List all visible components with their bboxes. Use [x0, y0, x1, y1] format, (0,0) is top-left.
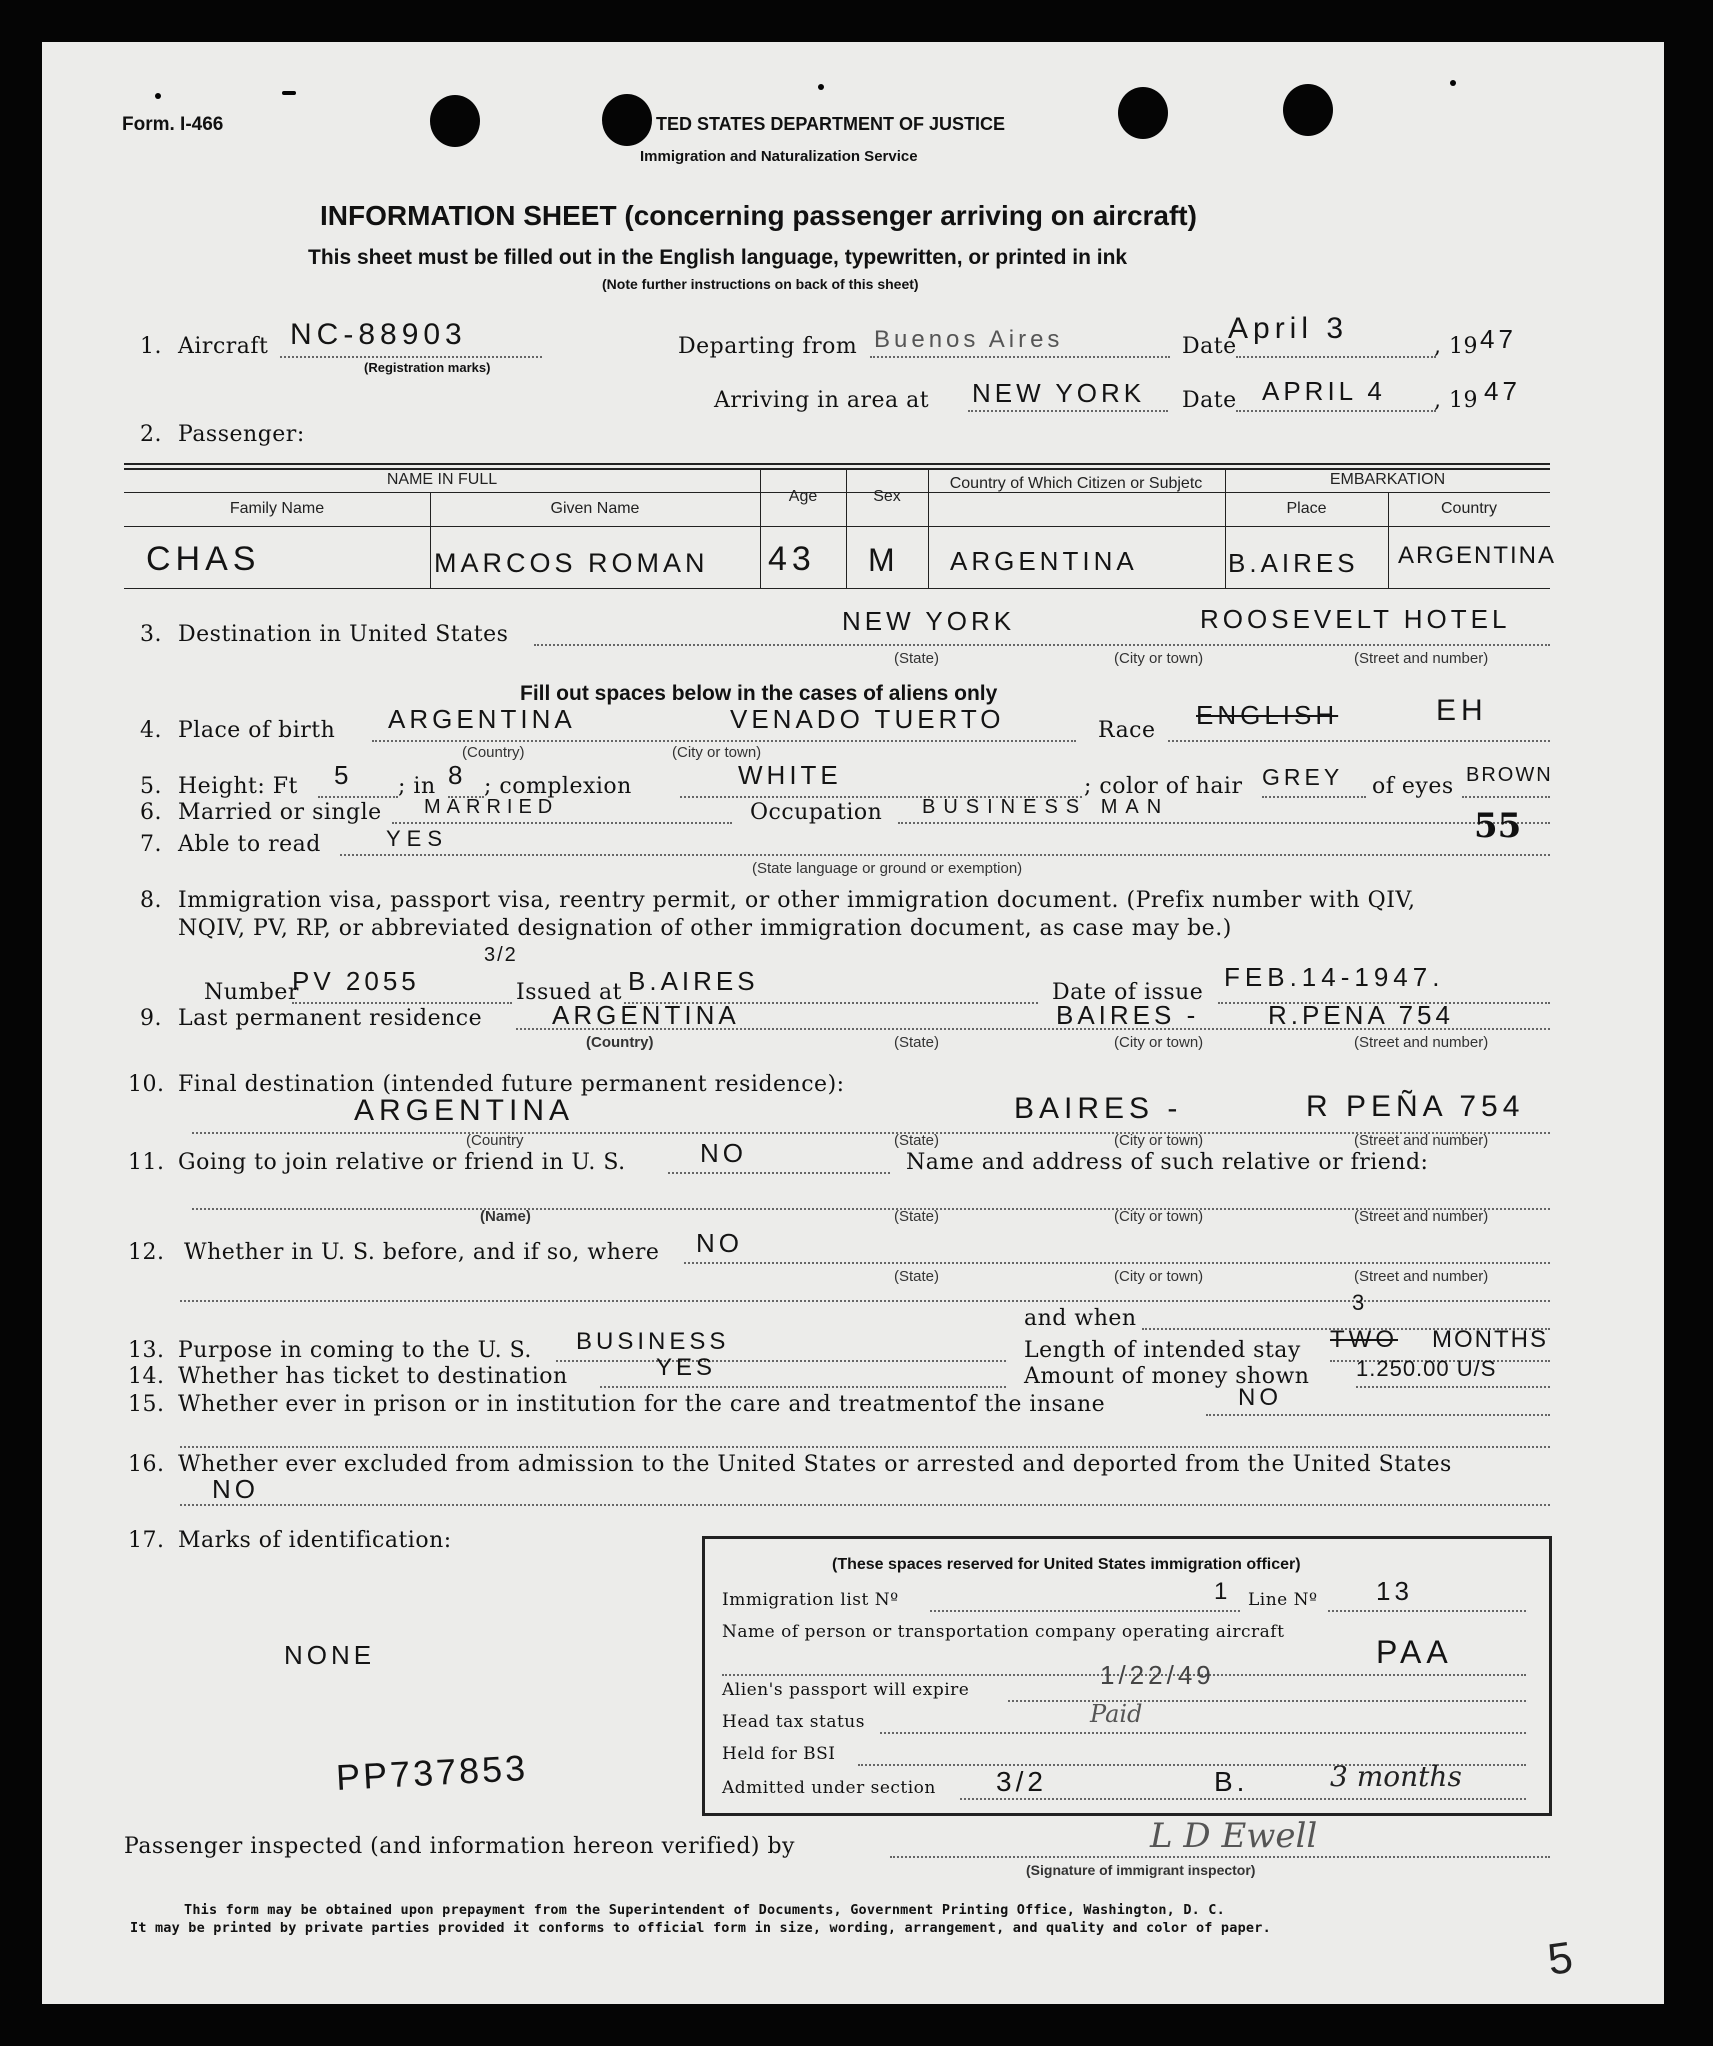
depart-date: April 3: [1228, 312, 1349, 345]
us-before-city-caption: (City or town): [1114, 1268, 1204, 1285]
aircraft-label: Aircraft: [178, 334, 269, 359]
residence-state-caption: (State): [894, 1034, 940, 1051]
complexion-value: WHITE: [738, 760, 842, 790]
arrive-date-label: Date: [1182, 388, 1237, 413]
us-before-state-caption: (State): [894, 1268, 940, 1285]
destination-street-caption: (Street and number): [1354, 650, 1489, 667]
speck: [155, 93, 161, 99]
footer-line2: It may be printed by private parties provided it conforms to official form in size, wording, arrangement, and quality and color of paper.: [130, 1920, 1271, 1936]
birth-label: Place of birth: [178, 718, 336, 743]
embark-country-header: Country: [1440, 500, 1498, 517]
citizen-value: ARGENTINA: [950, 546, 1138, 576]
q5-number: 5.: [140, 774, 162, 799]
us-before-value: NO: [696, 1228, 743, 1258]
stay-struck-value: TWO: [1330, 1326, 1398, 1353]
signature-caption: (Signature of immigrant inspector): [1026, 1862, 1256, 1878]
purpose-value: BUSINESS: [576, 1328, 730, 1355]
eyes-label: of eyes: [1372, 774, 1454, 799]
q3-number: 3.: [140, 622, 162, 647]
bsi-label: Held for BSI: [722, 1744, 836, 1764]
birth-country-value: ARGENTINA: [388, 704, 576, 734]
line-value: 13: [1376, 1576, 1413, 1606]
purpose-label: Purpose in coming to the U. S.: [178, 1338, 532, 1363]
money-value: 1.250.00 U/S: [1356, 1356, 1497, 1381]
arrive-year: 47: [1484, 376, 1521, 406]
identification-label: Marks of identification:: [178, 1528, 452, 1553]
us-before-street-caption: (Street and number): [1354, 1268, 1489, 1285]
list-label: Immigration list Nº: [722, 1590, 899, 1610]
speck: [818, 84, 824, 90]
q2-number: 2.: [140, 422, 162, 447]
residence-country-caption: (Country): [586, 1034, 654, 1051]
company-value: PAA: [1376, 1634, 1453, 1670]
aliens-heading: Fill out spaces below in the cases of aliens only: [520, 682, 998, 705]
final-destination-label: Final destination (intended future permanent residence):: [178, 1072, 845, 1097]
stay-label: Length of intended stay: [1024, 1338, 1301, 1363]
q13-number: 13.: [128, 1338, 165, 1363]
footer-line1: This form may be obtained upon prepayment from the Superintendent of Documents, Government Printing Office, Washington, D. C.: [184, 1902, 1225, 1918]
issue-date-value: FEB.14-1947.: [1224, 962, 1445, 992]
punch-hole: [602, 94, 652, 146]
relative-name-caption: (Name): [480, 1208, 531, 1225]
final-street-caption: (Street and number): [1354, 1132, 1489, 1149]
q1-number: 1.: [140, 334, 162, 359]
depart-year-prefix: , 19: [1434, 334, 1478, 359]
sex-value: M: [868, 542, 900, 578]
complexion-label: ; complexion: [484, 774, 632, 799]
hair-label: ; color of hair: [1084, 774, 1243, 799]
stamp-number: 55: [1474, 806, 1522, 846]
q8-text-line2: NQIV, PV, RP, or abbreviated designation of other immigration document, as case may be.): [178, 916, 1232, 941]
when-mark: 3: [1352, 1290, 1369, 1315]
q14-number: 14.: [128, 1364, 165, 1389]
tax-value: Paid: [1090, 1700, 1143, 1728]
join-relative-value: NO: [700, 1138, 747, 1168]
prison-value: NO: [1238, 1384, 1282, 1411]
height-in-label: ; in: [398, 774, 436, 799]
us-before-label: Whether in U. S. before, and if so, where: [184, 1240, 660, 1265]
when-label: and when: [1024, 1306, 1137, 1331]
page-mark: 5: [1544, 1932, 1581, 1985]
inspection-label: Passenger inspected (and information hereon verified) by: [124, 1834, 795, 1859]
list-value: 1: [1214, 1578, 1232, 1605]
line-label: Line Nº: [1248, 1590, 1318, 1610]
destination-city-caption: (City or town): [1114, 650, 1204, 667]
aircraft-value: NC-88903: [290, 318, 467, 351]
occupation-value: BUSINESS MAN: [922, 796, 1170, 818]
name-in-full-header: NAME IN FULL: [386, 471, 498, 488]
marital-label: Married or single: [178, 800, 382, 825]
q16-number: 16.: [128, 1452, 165, 1477]
money-label: Amount of money shown: [1024, 1364, 1310, 1389]
q8-number: 8.: [140, 888, 162, 913]
height-ft-value: 5: [334, 760, 353, 790]
race-label: Race: [1098, 718, 1156, 743]
final-country-caption: (Country: [466, 1132, 524, 1149]
depart-date-label: Date: [1182, 334, 1237, 359]
final-country-value: ARGENTINA: [354, 1094, 575, 1127]
destination-label: Destination in United States: [178, 622, 509, 647]
excluded-value: NO: [212, 1474, 259, 1504]
ticket-value: YES: [656, 1354, 717, 1381]
destination-state-caption: (State): [894, 650, 940, 667]
identification-value: NONE: [284, 1640, 376, 1670]
embark-country-value: ARGENTINA: [1398, 542, 1557, 569]
section-months: 3 months: [1330, 1760, 1462, 1793]
depart-year: 47: [1480, 324, 1517, 354]
punch-hole: [1118, 87, 1168, 139]
punch-hole: [1283, 84, 1333, 136]
doc-number-value: PV 2055: [292, 966, 420, 996]
birth-city-value: VENADO TUERTO: [730, 704, 1005, 734]
residence-street-caption: (Street and number): [1354, 1034, 1489, 1051]
race-value: EH: [1436, 694, 1488, 727]
final-state-caption: (State): [894, 1132, 940, 1149]
q8-text-line1: Immigration visa, passport visa, reentry permit, or other immigration document. (Prefix number with QIV,: [178, 888, 1416, 913]
residence-label: Last permanent residence: [178, 1006, 483, 1031]
issue-date-label: Date of issue: [1052, 980, 1204, 1005]
section-b: B.: [1214, 1766, 1249, 1797]
embark-place-value: B.AIRES: [1228, 548, 1359, 578]
excluded-label: Whether ever excluded from admission to the United States or arrested and deported from the United States: [178, 1452, 1452, 1477]
q4-number: 4.: [140, 718, 162, 743]
residence-street-value: R.PENA 754: [1268, 1000, 1454, 1030]
race-struck-value: ENGLISH: [1196, 700, 1339, 730]
agency-name: TED STATES DEPARTMENT OF JUSTICE: [656, 114, 1006, 134]
given-name-value: MARCOS ROMAN: [434, 548, 709, 578]
height-in-value: 8: [448, 760, 467, 790]
residence-city-caption: (City or town): [1114, 1034, 1204, 1051]
age-value: 43: [768, 540, 816, 578]
join-relative-label: Going to join relative or friend in U. S.: [178, 1150, 626, 1175]
read-caption: (State language or ground or exemption): [752, 860, 1023, 877]
company-label: Name of person or transportation company operating aircraft: [722, 1622, 1285, 1642]
occupation-label: Occupation: [750, 800, 883, 825]
family-name-header: Family Name: [229, 500, 325, 517]
officer-box-heading: (These spaces reserved for United States immigration officer): [832, 1556, 1301, 1573]
punch-hole: [430, 95, 480, 147]
relative-city-caption: (City or town): [1114, 1208, 1204, 1225]
passenger-label: Passenger:: [178, 422, 305, 447]
arrive-year-prefix: , 19: [1434, 388, 1478, 413]
q6-number: 6.: [140, 800, 162, 825]
age-header: Age: [788, 488, 818, 505]
form-note: (Note further instructions on back of this sheet): [602, 276, 919, 292]
q12-number: 12.: [128, 1240, 165, 1265]
read-label: Able to read: [178, 832, 321, 857]
departing-label: Departing from: [678, 334, 858, 359]
birth-country-caption: (Country): [462, 744, 525, 761]
q11-number: 11.: [128, 1150, 165, 1175]
q15-number: 15.: [128, 1392, 165, 1417]
destination-state-value: NEW YORK: [842, 606, 1016, 636]
departing-value: Buenos Aires: [874, 326, 1064, 353]
prison-label: Whether ever in prison or in institution for the care and treatmentof the insane: [178, 1392, 1106, 1417]
tax-label: Head tax status: [722, 1712, 865, 1732]
doc-number-label: Number: [204, 980, 299, 1005]
expire-value: 1/22/49: [1100, 1660, 1215, 1690]
issued-at-label: Issued at: [516, 980, 622, 1005]
country-citizen-header: Country of Which Citizen or Subjetc: [949, 475, 1203, 492]
q9-number: 9.: [140, 1006, 162, 1031]
q17-number: 17.: [128, 1528, 165, 1553]
arrive-date: APRIL 4: [1262, 376, 1386, 406]
q7-number: 7.: [140, 832, 162, 857]
final-street-value: R PEÑA 754: [1306, 1090, 1525, 1123]
relative-state-caption: (State): [894, 1208, 940, 1225]
passport-mark: PP737853: [335, 1747, 530, 1799]
arriving-value: NEW YORK: [972, 378, 1146, 408]
form-subtitle: This sheet must be filled out in the English language, typewritten, or printed in ink: [308, 246, 1128, 269]
embarkation-header: EMBARKATION: [1329, 471, 1446, 488]
service-name: Immigration and Naturalization Service: [640, 148, 918, 165]
final-city-caption: (City or town): [1114, 1132, 1204, 1149]
ticket-label: Whether has ticket to destination: [178, 1364, 568, 1389]
q10-number: 10.: [128, 1072, 165, 1097]
family-name-value: CHAS: [146, 540, 261, 578]
final-city-value: BAIRES -: [1014, 1092, 1183, 1125]
form-number: Form. I-466: [122, 114, 224, 135]
form-title: INFORMATION SHEET (concerning passenger arriving on aircraft): [320, 200, 1197, 231]
speck: [1450, 80, 1456, 86]
section-value: 3/2: [996, 1766, 1047, 1797]
destination-street-value: ROOSEVELT HOTEL: [1200, 604, 1511, 634]
residence-country-value: ARGENTINA: [552, 1000, 740, 1030]
eyes-value: BROWN: [1466, 764, 1553, 786]
registration-caption: (Registration marks): [364, 360, 491, 375]
marital-value: MARRIED: [424, 796, 559, 818]
given-name-header: Given Name: [550, 500, 640, 517]
height-label: Height: Ft: [178, 774, 298, 799]
place-header: Place: [1286, 500, 1327, 517]
read-value: YES: [386, 826, 449, 851]
birth-city-caption: (City or town): [672, 744, 762, 761]
relative-street-caption: (Street and number): [1354, 1208, 1489, 1225]
inspector-signature: L D Ewell: [1150, 1816, 1318, 1856]
sex-header: Sex: [873, 488, 901, 505]
relative-name-label: Name and address of such relative or friend:: [906, 1150, 1429, 1175]
stay-value: MONTHS: [1432, 1326, 1548, 1353]
issued-at-value: B.AIRES: [628, 966, 759, 996]
arriving-label: Arriving in area at: [714, 388, 930, 413]
hair-value: GREY: [1262, 764, 1344, 790]
residence-city-value: BAIRES -: [1056, 1000, 1200, 1030]
section-label: Admitted under section: [722, 1778, 936, 1798]
expire-label: Alien's passport will expire: [722, 1680, 970, 1700]
doc-number-note: 3/2: [484, 944, 518, 966]
speck: [282, 91, 296, 95]
